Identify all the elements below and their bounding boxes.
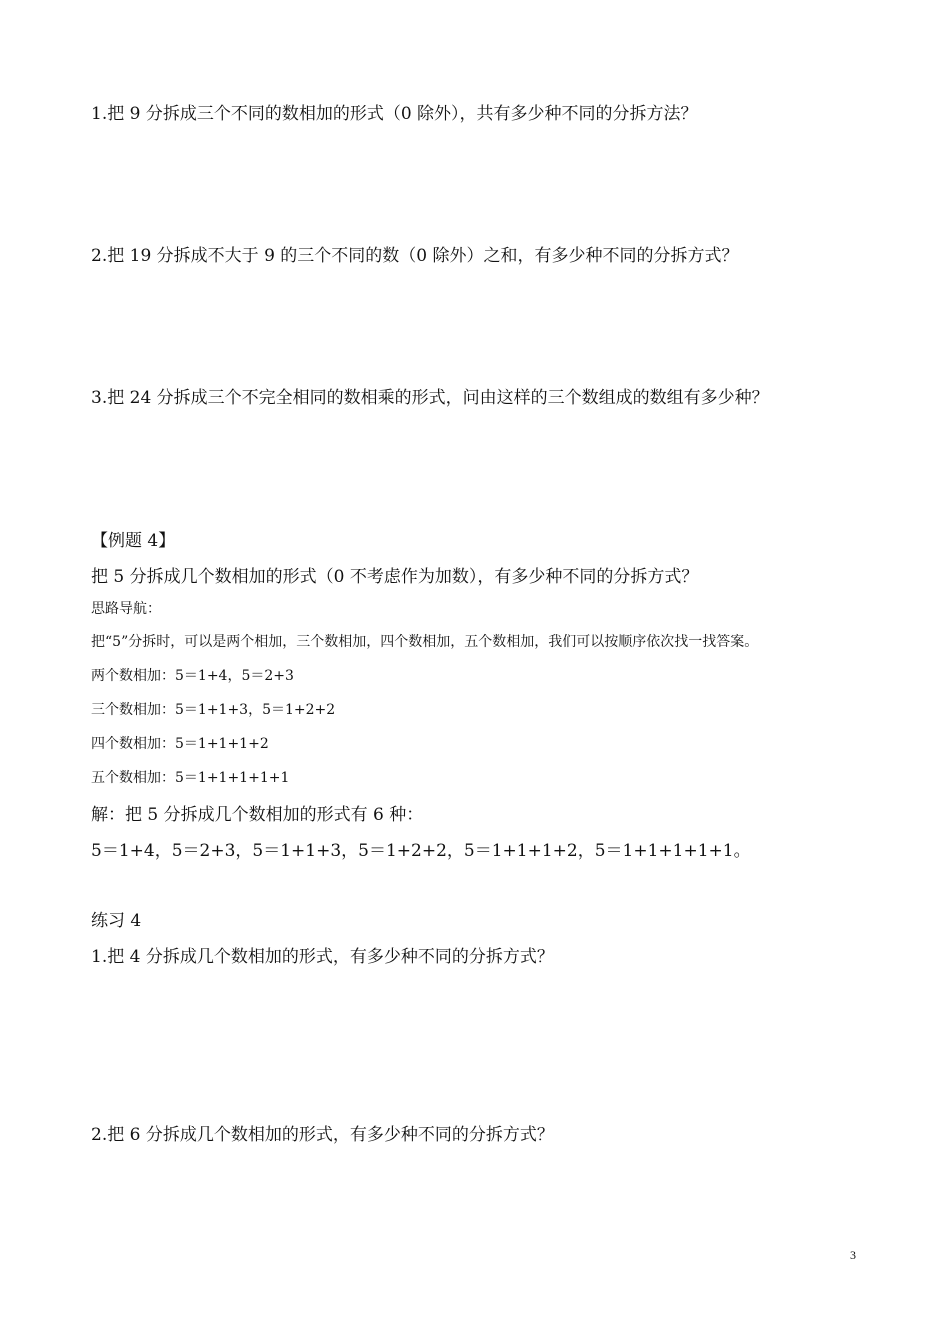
practice4-heading: 练习 4 [91, 911, 142, 931]
five-addends-line: 五个数相加：5＝1+1+1+1+1 [91, 770, 290, 786]
solution-line: 解：把 5 分拆成几个数相加的形式有 6 种： [91, 805, 424, 825]
guide-text: 把“5”分拆时，可以是两个相加，三个数相加，四个数相加，五个数相加，我们可以按顺序依次找一找答案。 [91, 634, 759, 650]
three-addends-line: 三个数相加：5＝1+1+3，5＝1+2+2 [91, 702, 336, 718]
guide-label: 思路导航： [91, 601, 161, 617]
practice4-question-2: 2.把 6 分拆成几个数相加的形式，有多少种不同的分拆方式？ [91, 1125, 554, 1145]
practice4-question-1: 1.把 4 分拆成几个数相加的形式，有多少种不同的分拆方式？ [91, 947, 554, 967]
practice3-question-1: 1.把 9 分拆成三个不同的数相加的形式（0 除外），共有多少种不同的分拆方法？ [91, 104, 698, 124]
two-addends-line: 两个数相加：5＝1+4，5＝2+3 [91, 668, 294, 684]
answer-line: 5＝1+4，5＝2+3，5＝1+1+3，5＝1+2+2，5＝1+1+1+2，5＝1+1+1+1+1。 [91, 841, 751, 861]
four-addends-line: 四个数相加：5＝1+1+1+2 [91, 736, 269, 752]
example4-question: 把 5 分拆成几个数相加的形式（0 不考虑作为加数），有多少种不同的分拆方式？ [91, 567, 699, 587]
practice3-question-2: 2.把 19 分拆成不大于 9 的三个不同的数（0 除外）之和，有多少种不同的分拆方式？ [91, 246, 739, 266]
practice3-question-3: 3.把 24 分拆成三个不完全相同的数相乘的形式，问由这样的三个数组成的数组有多少种？ [91, 388, 769, 408]
page-number: 3 [850, 1248, 856, 1262]
example4-heading: 【例题 4】 [91, 531, 176, 551]
